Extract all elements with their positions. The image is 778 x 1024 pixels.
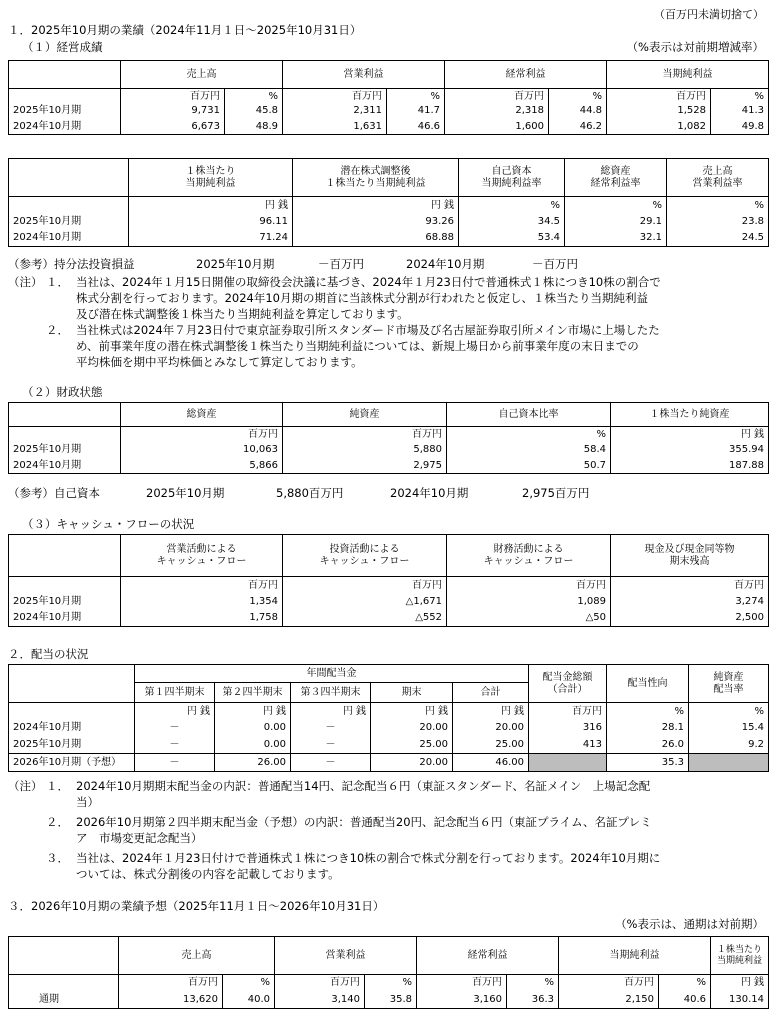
row-label: 2025年10月期 — [9, 737, 135, 754]
note-3: 当社は、2024年１月23日付けで普通株式１株につき10株の割合で株式分割を行っております。2024年10月期に ついては、株式分割後の内容を記載しております。 — [76, 851, 661, 881]
value-cell: 50.7 — [447, 458, 611, 474]
value-cell: 1,758 — [121, 610, 283, 627]
value-cell: 46.00 — [453, 754, 529, 772]
header-operating-margin: 売上高 営業利益率 — [667, 159, 769, 197]
ref-period-2: 2024年10月期 — [406, 257, 485, 271]
corner-cell — [9, 61, 121, 89]
unit-cell: 百万円 — [283, 577, 447, 594]
per-share-table — [8, 158, 769, 247]
value-cell: 355.94 — [611, 443, 769, 458]
unit-cell: 百万円 — [283, 427, 447, 443]
header-diluted-eps: 潜在株式調整後 １株当たり当期純利益 — [293, 159, 459, 197]
value-cell: 32.1 — [565, 230, 667, 247]
value-cell: 26.0 — [607, 737, 689, 754]
header-bps: １株当たり純資産 — [611, 403, 769, 427]
value-cell: 41.3 — [711, 104, 769, 119]
header-eps: １株当たり 当期純利益 — [711, 937, 769, 975]
value-cell: △552 — [283, 610, 447, 627]
value-cell: 26.00 — [215, 754, 291, 772]
value-cell: 25.00 — [371, 737, 453, 754]
header-total-dividends: 配当金総額 （合計） — [529, 665, 607, 703]
note-2-number: ２． — [46, 815, 69, 829]
value-cell: － — [291, 737, 371, 754]
unit-cell: 円 銭 — [129, 197, 293, 214]
value-cell: 36.3 — [507, 991, 559, 1009]
shaded-cell — [689, 754, 769, 772]
notes-lead: （注） — [8, 275, 43, 289]
unit-cell: % — [447, 427, 611, 443]
unit-cell: 百万円 — [275, 975, 365, 991]
note-2-number: ２． — [46, 323, 69, 337]
ref-value-2: －百万円 — [532, 257, 578, 271]
value-cell: 2,150 — [559, 991, 659, 1009]
unit-cell: 百万円 — [121, 427, 283, 443]
row-label: 2024年10月期 — [9, 610, 121, 627]
value-cell: 35.8 — [365, 991, 417, 1009]
ref-period-1: 2025年10月期 — [196, 257, 275, 271]
unit-cell: 百万円 — [121, 577, 283, 594]
value-cell: 1,354 — [121, 594, 283, 610]
unit-cell: 百万円 — [529, 703, 607, 720]
unit-cell: % — [659, 975, 711, 991]
forecast-table — [8, 936, 769, 1009]
value-cell: 15.4 — [689, 720, 769, 737]
unit-cell: 円 銭 — [135, 703, 215, 720]
unit-cell: % — [387, 89, 445, 104]
value-cell: 5,880 — [283, 443, 447, 458]
value-cell: 96.11 — [129, 214, 293, 230]
unit-cell: 円 銭 — [215, 703, 291, 720]
unit-note: （百万円未満切捨て） — [654, 8, 764, 21]
unit-cell: % — [459, 197, 565, 214]
unit-cell: 百万円 — [283, 89, 387, 104]
value-cell: 20.00 — [371, 720, 453, 737]
value-cell: 2,318 — [445, 104, 549, 119]
value-cell: 68.88 — [293, 230, 459, 247]
unit-cell: 百万円 — [121, 89, 225, 104]
header-ordinary-profit: 経常利益 — [445, 61, 607, 89]
note-1-number: １． — [46, 779, 69, 793]
value-cell: － — [291, 720, 371, 737]
value-cell: 35.3 — [607, 754, 689, 772]
ref-period-2: 2024年10月期 — [390, 486, 469, 500]
header-operating-profit: 営業利益 — [275, 937, 417, 975]
unit-cell: 円 銭 — [293, 197, 459, 214]
value-cell: 3,274 — [611, 594, 769, 610]
value-cell: 2,311 — [283, 104, 387, 119]
operating-results-table — [8, 60, 769, 135]
header-payout-ratio: 配当性向 — [607, 665, 689, 703]
row-label: 2024年10月期 — [9, 720, 135, 737]
value-cell: 49.8 — [711, 119, 769, 135]
value-cell: 48.9 — [225, 119, 283, 135]
unit-cell: 百万円 — [119, 975, 223, 991]
value-cell: 23.8 — [667, 214, 769, 230]
note-1-number: １． — [46, 275, 69, 289]
value-cell: 10,063 — [121, 443, 283, 458]
unit-cell: 円 銭 — [453, 703, 529, 720]
value-cell: 1,082 — [607, 119, 711, 135]
value-cell: 20.00 — [453, 720, 529, 737]
unit-cell: 百万円 — [607, 89, 711, 104]
header-net-profit: 当期純利益 — [607, 61, 769, 89]
ref-value-1: －百万円 — [318, 257, 364, 271]
header-roe: 自己資本 当期純利益率 — [459, 159, 565, 197]
value-cell: 41.7 — [387, 104, 445, 119]
unit-cell: 円 銭 — [291, 703, 371, 720]
value-cell: 316 — [529, 720, 607, 737]
header-q3: 第３四半期末 — [291, 683, 371, 703]
header-sales: 売上高 — [121, 61, 283, 89]
header-ordinary-profit: 経常利益 — [417, 937, 559, 975]
unit-cell: % — [565, 197, 667, 214]
value-cell: 45.8 — [225, 104, 283, 119]
value-cell: 1,528 — [607, 104, 711, 119]
value-cell: － — [135, 754, 215, 772]
ref-equity: （参考）自己資本 — [8, 486, 100, 500]
row-label: 2025年10月期 — [9, 214, 129, 230]
value-cell: 1,631 — [283, 119, 387, 135]
header-doe: 純資産 配当率 — [689, 665, 769, 703]
unit-cell: % — [365, 975, 417, 991]
row-label: 2026年10月期（予想） — [9, 754, 135, 772]
header-total: 合計 — [453, 683, 529, 703]
header-year-end: 期末 — [371, 683, 453, 703]
value-cell: 44.8 — [549, 104, 607, 119]
unit-cell: 円 銭 — [371, 703, 453, 720]
section-1-2-title: （２）財政状態 — [22, 385, 103, 399]
note-1: 当社は、2024年１月15日開催の取締役会決議に基づき、2024年１月23日付で普通株式１株につき10株の割合で 株式分割を行っております。2024年10月期の期首に当該株式分割が行われたと仮定し、１株当たり当期純利益 及び潜在株式調整後１株当たり当期純利益を算定しております。 — [76, 275, 661, 321]
header-investing-cf: 投資活動による キャッシュ・フロー — [283, 535, 447, 577]
notes-lead: （注） — [8, 779, 43, 793]
value-cell: 25.00 — [453, 737, 529, 754]
unit-cell: 百万円 — [417, 975, 507, 991]
unit-cell: 百万円 — [447, 577, 611, 594]
value-cell: 2,500 — [611, 610, 769, 627]
header-equity-ratio: 自己資本比率 — [447, 403, 611, 427]
unit-cell: % — [549, 89, 607, 104]
row-label: 2025年10月期 — [9, 594, 121, 610]
header-sales: 売上高 — [119, 937, 275, 975]
row-label: 通期 — [9, 991, 119, 1009]
value-cell: － — [291, 754, 371, 772]
unit-cell: % — [667, 197, 769, 214]
value-cell: － — [135, 737, 215, 754]
header-total-assets: 総資産 — [121, 403, 283, 427]
section-1-3-title: （３）キャッシュ・フローの状況 — [22, 517, 195, 531]
value-cell: 187.88 — [611, 458, 769, 474]
financial-position-table — [8, 402, 769, 474]
value-cell: 3,160 — [417, 991, 507, 1009]
header-annual-dividends: 年間配当金 — [135, 665, 529, 683]
value-cell: 9.2 — [689, 737, 769, 754]
value-cell: 413 — [529, 737, 607, 754]
row-label: 2025年10月期 — [9, 443, 121, 458]
value-cell: 20.00 — [371, 754, 453, 772]
value-cell: 46.6 — [387, 119, 445, 135]
note-2: 2026年10月期第２四半期末配当金（予想）の内訳：普通配当20円、記念配当６円（東証プライム、名証プレミ ア 市場変更記念配当） — [76, 815, 652, 845]
value-cell: 40.0 — [223, 991, 275, 1009]
unit-cell: % — [507, 975, 559, 991]
value-cell: 40.6 — [659, 991, 711, 1009]
row-label: 2024年10月期 — [9, 458, 121, 474]
shaded-cell — [529, 754, 607, 772]
value-cell: 0.00 — [215, 720, 291, 737]
value-cell: 3,140 — [275, 991, 365, 1009]
header-operating-profit: 営業利益 — [283, 61, 445, 89]
value-cell: 53.4 — [459, 230, 565, 247]
header-roa: 総資産 経常利益率 — [565, 159, 667, 197]
value-cell: 13,620 — [119, 991, 223, 1009]
unit-cell: % — [223, 975, 275, 991]
section-1-1-title: （１）経営成績 — [22, 40, 103, 54]
header-net-assets: 純資産 — [283, 403, 447, 427]
note-1: 2024年10月期期末配当金の内訳：普通配当14円、記念配当６円（東証スタンダード、名証メイン 上場記念配 当） — [76, 779, 651, 809]
ref-value-1: 5,880百万円 — [276, 486, 344, 500]
value-cell: 2,975 — [283, 458, 447, 474]
header-net-profit: 当期純利益 — [559, 937, 711, 975]
unit-cell: 円 銭 — [711, 975, 769, 991]
section-3-title: ３．2026年10月期の業績予想（2025年11月１日～2026年10月31日） — [8, 899, 385, 913]
value-cell: △1,671 — [283, 594, 447, 610]
note-3-number: ３． — [46, 851, 69, 865]
unit-cell: % — [607, 703, 689, 720]
unit-cell: % — [225, 89, 283, 104]
value-cell: 28.1 — [607, 720, 689, 737]
unit-cell: % — [689, 703, 769, 720]
section-2-title: ２．配当の状況 — [8, 647, 89, 661]
value-cell: 6,673 — [121, 119, 225, 135]
value-cell: － — [135, 720, 215, 737]
value-cell: 5,866 — [121, 458, 283, 474]
unit-cell: % — [711, 89, 769, 104]
section-3-note: （%表示は、通期は対前期） — [615, 917, 764, 931]
value-cell: 0.00 — [215, 737, 291, 754]
value-cell: 130.14 — [711, 991, 769, 1009]
ref-value-2: 2,975百万円 — [522, 486, 590, 500]
note-2: 当社株式は2024年７月23日付で東京証券取引所スタンダード市場及び名古屋証券取引所メイン市場に上場したた め、前事業年度の潜在株式調整後１株当たり当期純利益については、新規上場日から前事業年度の末日までの 平均株価を期中平均株価とみなして算定しております。 — [76, 323, 660, 369]
section-1-1-note: （%表示は対前期増減率） — [626, 40, 764, 54]
header-q2: 第２四半期末 — [215, 683, 291, 703]
value-cell: 29.1 — [565, 214, 667, 230]
unit-cell: 円 銭 — [611, 427, 769, 443]
header-cash-end: 現金及び現金同等物 期末残高 — [611, 535, 769, 577]
value-cell: 46.2 — [549, 119, 607, 135]
row-label: 2025年10月期 — [9, 104, 121, 119]
value-cell: 34.5 — [459, 214, 565, 230]
unit-cell: 百万円 — [559, 975, 659, 991]
section-1-title: １．2025年10月期の業績（2024年11月１日～2025年10月31日） — [8, 23, 362, 37]
value-cell: 9,731 — [121, 104, 225, 119]
cash-flow-table — [8, 534, 769, 627]
ref-equity-method: （参考）持分法投資損益 — [8, 257, 135, 271]
dividends-table — [8, 664, 769, 772]
value-cell: 93.26 — [293, 214, 459, 230]
value-cell: 24.5 — [667, 230, 769, 247]
value-cell: 1,089 — [447, 594, 611, 610]
header-eps: １株当たり 当期純利益 — [129, 159, 293, 197]
row-label: 2024年10月期 — [9, 119, 121, 135]
ref-period-1: 2025年10月期 — [146, 486, 225, 500]
value-cell: 1,600 — [445, 119, 549, 135]
row-label: 2024年10月期 — [9, 230, 129, 247]
value-cell: 58.4 — [447, 443, 611, 458]
unit-cell: 百万円 — [611, 577, 769, 594]
header-financing-cf: 財務活動による キャッシュ・フロー — [447, 535, 611, 577]
value-cell: 71.24 — [129, 230, 293, 247]
header-q1: 第１四半期末 — [135, 683, 215, 703]
value-cell: △50 — [447, 610, 611, 627]
header-operating-cf: 営業活動による キャッシュ・フロー — [121, 535, 283, 577]
unit-cell: 百万円 — [445, 89, 549, 104]
